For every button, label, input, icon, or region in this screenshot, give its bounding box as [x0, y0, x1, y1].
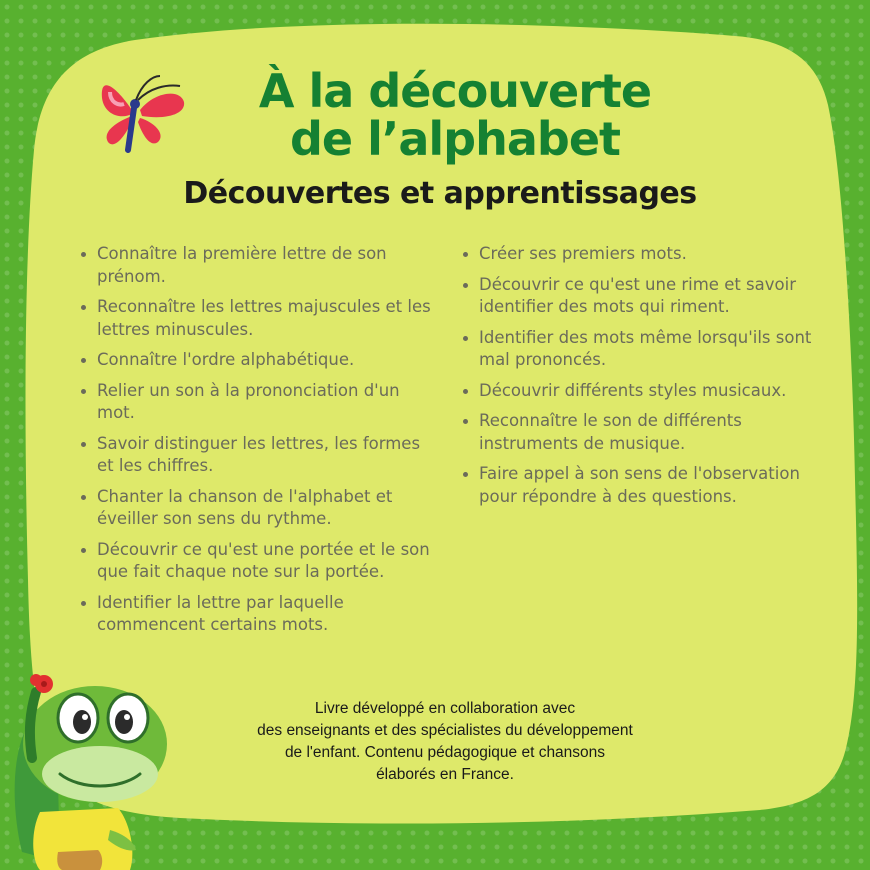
list-item: Reconnaître le son de différents instruments de musique.	[462, 410, 830, 455]
list-item: Identifier des mots même lorsqu'ils sont mal prononcés.	[462, 327, 830, 372]
list-item: Identifier la lettre par laquelle commencent certains mots.	[80, 592, 440, 637]
left-skills-list	[80, 243, 440, 645]
butterfly-illustration	[96, 64, 192, 160]
list-item: Découvrir ce qu'est une portée et le son que fait chaque note sur la portée.	[80, 539, 440, 584]
footer-line: de l'enfant. Contenu pédagogique et chansons	[284, 744, 606, 761]
subtitle: Découvertes et apprentissages	[183, 176, 697, 211]
list-item: Savoir distinguer les lettres, les formes et les chiffres.	[80, 433, 440, 478]
footer-line: élaborés en France.	[376, 766, 514, 783]
list-item: Découvrir ce qu'est une rime et savoir identifier des mots qui riment.	[462, 274, 830, 319]
list-item: Découvrir différents styles musicaux.	[462, 380, 830, 403]
list-item: Reconnaître les lettres majuscules et les lettres minuscules.	[80, 296, 440, 341]
footer-note	[205, 698, 685, 786]
list-item: Faire appel à son sens de l'observation pour répondre à des questions.	[462, 463, 830, 508]
list-item: Relier un son à la prononciation d'un mot.	[80, 380, 440, 425]
list-item: Connaître l'ordre alphabétique.	[80, 349, 440, 372]
title-line-1: À la découverte	[258, 64, 652, 118]
right-skills-list	[462, 243, 830, 516]
title-line-2: de l’alphabet	[289, 112, 621, 166]
list-item: Créer ses premiers mots.	[462, 243, 830, 266]
footer-line: des enseignants et des spécialistes du développement	[257, 722, 633, 739]
frog-character-illustration	[0, 662, 200, 870]
list-item: Chanter la chanson de l'alphabet et éveiller son sens du rythme.	[80, 486, 440, 531]
list-item: Connaître la première lettre de son prénom.	[80, 243, 440, 288]
footer-line: Livre développé en collaboration avec	[314, 700, 576, 717]
